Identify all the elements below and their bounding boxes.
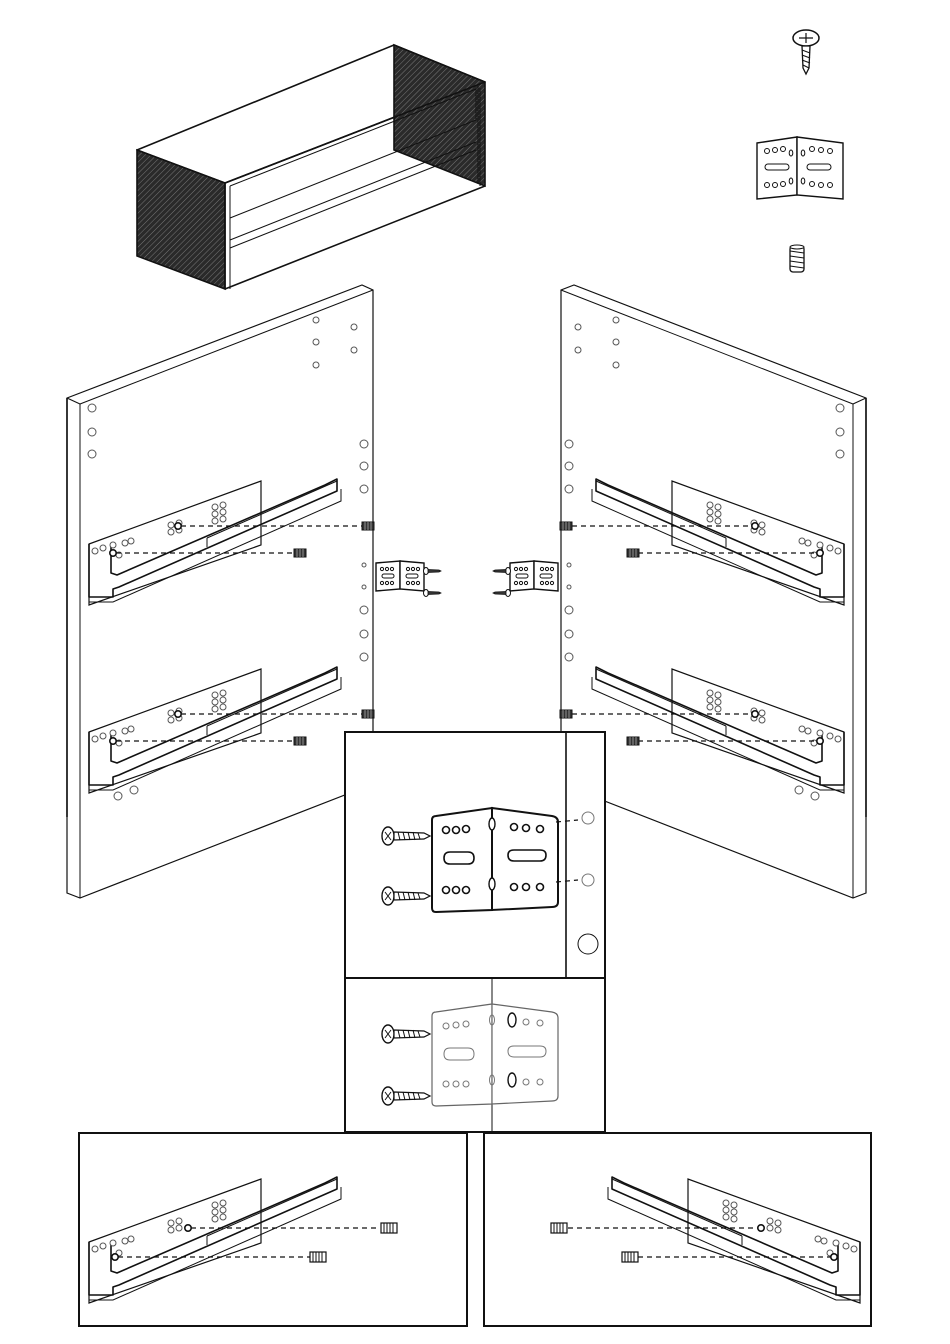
- screw-icon: [793, 30, 819, 74]
- insert-nut-icon: [790, 245, 804, 272]
- right-corner-bracket: [510, 561, 558, 591]
- left-rail-detail: [79, 1133, 467, 1326]
- left-corner-bracket: [376, 561, 424, 591]
- corner-bracket-icon: [757, 137, 843, 199]
- right-rail-detail: [484, 1133, 871, 1326]
- bracket-detail: [345, 732, 605, 978]
- cabinet-overview: [137, 45, 485, 289]
- bracket-detail-ghost: [345, 978, 605, 1132]
